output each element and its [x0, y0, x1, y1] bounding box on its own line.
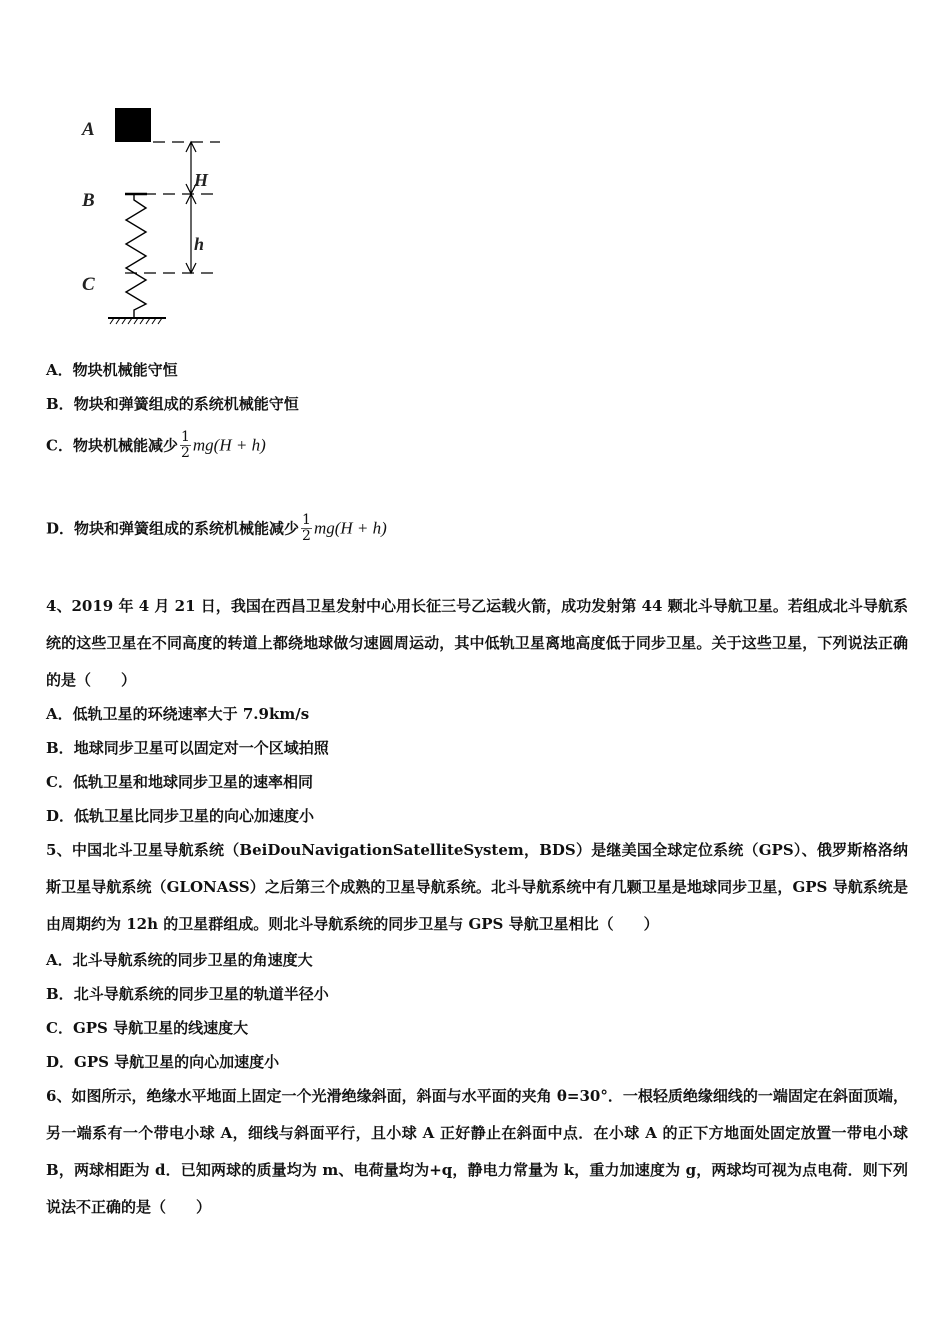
option-letter: C． [46, 773, 73, 791]
option-text: 地球同步卫星可以固定对一个区域拍照 [73, 739, 329, 757]
q5-stem: 5、中国北斗卫星导航系统（BeiDouNavigationSatelliteSystem，BDS）是继美国全球定位系统（GPS）、俄罗斯格洛纳斯卫星导航系统（GLONASS）之后第三个成熟的卫星导航系统。北斗导航系统中有几颗卫星是地球同步卫星，GPS 导航系统是由周期约为 12h 的卫星群组成。则北斗导航系统的同步卫星与 GPS 导航卫星相比（ ） [46, 841, 908, 933]
q3-option-c [46, 430, 266, 461]
option-text: 北斗导航系统的同步卫星的角速度大 [72, 951, 313, 969]
spring [126, 194, 146, 318]
label-b: B [82, 190, 95, 211]
fraction [180, 430, 191, 461]
formula-expression: mg(H + h) [313, 518, 387, 538]
q4-stem: 4、2019 年 4 月 21 日，我国在西昌卫星发射中心用长征三号乙运载火箭，成功发射第 44 颗北斗导航卫星。若组成北斗导航系统的这些卫星在不同高度的转道上都绕地球做匀速圆周运动，其中低轨卫星离地高度低于同步卫星。关于这些卫星，下列说法正确的是（ ） [46, 597, 908, 689]
q4-option-a [46, 704, 309, 724]
option-letter: C． [46, 1019, 73, 1037]
label-c: C [82, 274, 95, 295]
spring-block-figure [70, 100, 240, 350]
option-letter: A． [46, 361, 73, 379]
q5-option-d [46, 1052, 279, 1072]
spring-diagram [70, 100, 240, 350]
q4-option-d [46, 806, 314, 826]
fraction [301, 513, 312, 544]
option-text: 物块机械能守恒 [72, 361, 178, 379]
option-text: 北斗导航系统的同步卫星的轨道半径小 [73, 985, 329, 1003]
q3-option-b [46, 394, 299, 414]
option-text: 低轨卫星比同步卫星的向心加速度小 [74, 807, 315, 825]
option-text: 物块和弹簧组成的系统机械能守恒 [73, 395, 299, 413]
block-a [115, 108, 151, 142]
label-a: A [82, 119, 95, 140]
q3-option-a [46, 360, 178, 380]
option-letter: D． [46, 807, 75, 825]
option-letter: C． [46, 436, 73, 455]
label-small-h: h [194, 234, 205, 254]
option-text: GPS 导航卫星的线速度大 [72, 1019, 249, 1037]
fraction-denominator: 2 [302, 528, 311, 544]
option-letter: A． [46, 951, 73, 969]
option-letter: B． [46, 395, 74, 413]
q6-stem: 6、如图所示，绝缘水平地面上固定一个光滑绝缘斜面，斜面与水平面的夹角 θ=30°．一根轻质绝缘细线的一端固定在斜面顶端，另一端系有一个带电小球 A，细线与斜面平行，且小球 A 正好静止在斜面中点．在小球 A 的正下方地面处固定放置一带电小球 B，两球相距为 d．已知两球的质量均为 m、电荷量均为+q，静电力常量为 k，重力加速度为 g，两球均可视为点电荷．则下列说法不正确的是（ ） [46, 1087, 908, 1216]
q5-option-b [46, 984, 329, 1004]
fraction-numerator: 1 [180, 429, 190, 445]
option-text: 低轨卫星和地球同步卫星的速率相同 [72, 773, 313, 791]
option-letter: D． [46, 519, 75, 538]
fraction-denominator: 2 [180, 445, 190, 461]
option-text: 低轨卫星的环绕速率大于 7.9km/s [72, 705, 310, 723]
option-letter: A． [46, 705, 73, 723]
option-letter: B． [46, 985, 74, 1003]
label-big-h: H [194, 170, 209, 190]
q4-option-c [46, 772, 313, 792]
q5-option-c [46, 1018, 248, 1038]
option-text: GPS 导航卫星的向心加速度小 [74, 1053, 280, 1071]
option-letter: B． [46, 739, 74, 757]
formula-expression: mg(H + h) [192, 435, 266, 455]
q5-option-a [46, 950, 313, 970]
option-text: 物块机械能减少 [72, 436, 178, 455]
option-text: 物块和弹簧组成的系统机械能减少 [74, 519, 300, 538]
q4-option-b [46, 738, 329, 758]
fraction-numerator: 1 [302, 512, 311, 528]
q3-option-d [46, 513, 387, 544]
option-letter: D． [46, 1053, 75, 1071]
